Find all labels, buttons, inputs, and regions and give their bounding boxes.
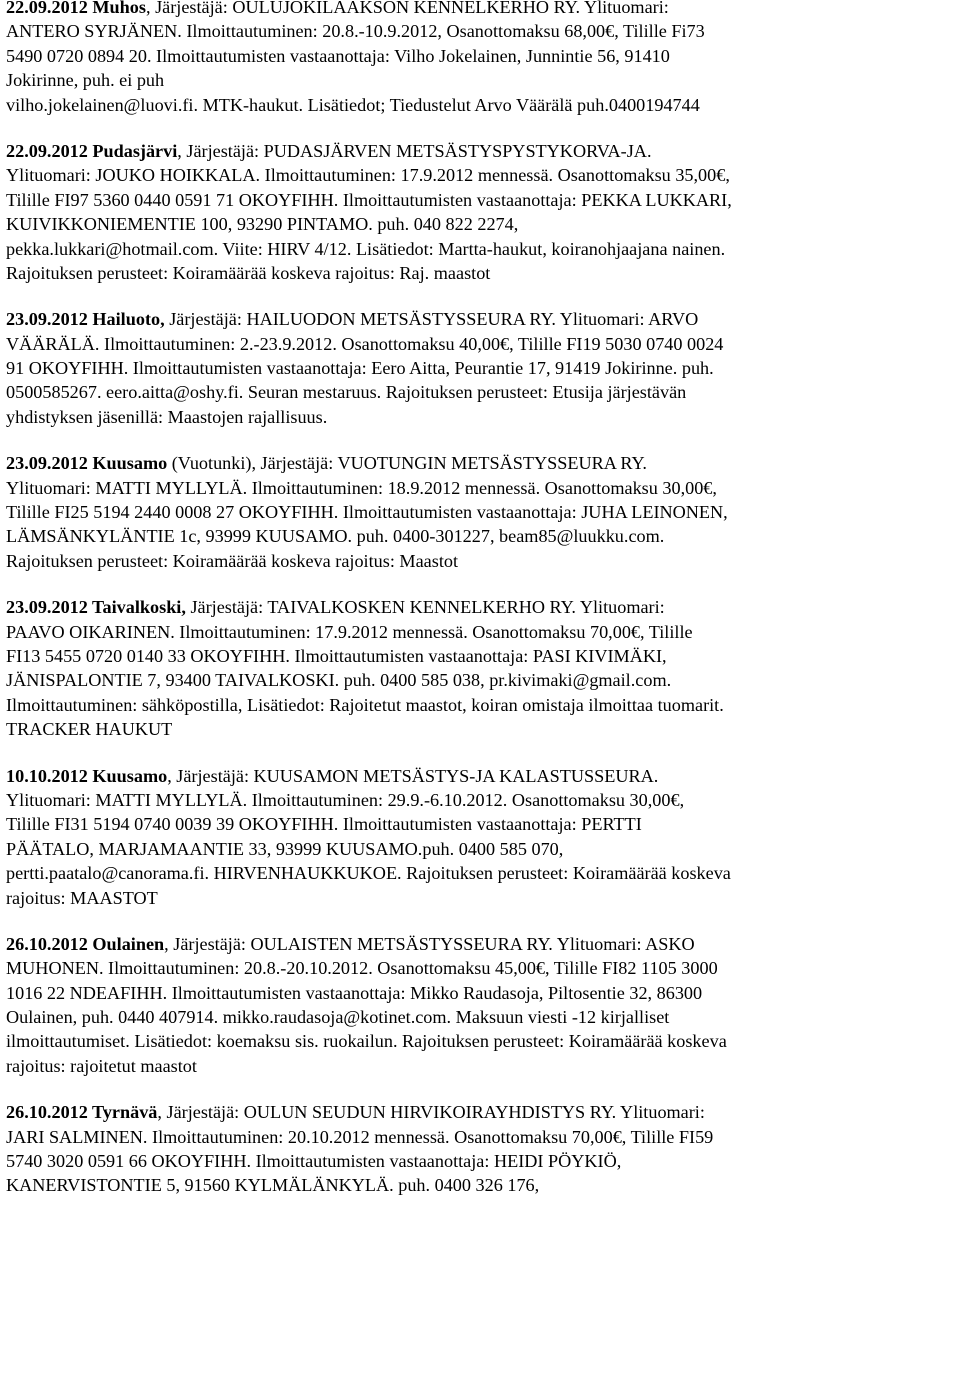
event-heading: 26.10.2012 Tyrnävä xyxy=(6,1102,158,1123)
event-heading: 10.10.2012 Kuusamo xyxy=(6,765,168,786)
text-line xyxy=(6,476,954,500)
text-segment: Tilille FI97 5360 0440 0591 71 OKOYFIHH. Ilmoittautumisten vastaanottaja: PEKKA LUKKARI, xyxy=(6,189,732,210)
text-line xyxy=(6,956,954,980)
text-segment: , Järjestäjä: PUDASJÄRVEN METSÄSTYSPYSTYKORVA-JA. xyxy=(177,140,652,161)
text-segment: rajoitus: rajoitetut maastot xyxy=(6,1055,197,1076)
text-segment: Ylituomari: MATTI MYLLYLÄ. Ilmoittautuminen: 29.9.-6.10.2012. Osanottomaksu 30,00€, xyxy=(6,789,685,810)
text-line xyxy=(6,788,954,812)
event-entry xyxy=(6,595,954,741)
text-line xyxy=(6,1149,954,1173)
text-segment: 5740 3020 0591 66 OKOYFIHH. Ilmoittautumisten vastaanottaja: HEIDI PÖYKIÖ, xyxy=(6,1151,622,1172)
text-segment: Järjestäjä: HAILUODON METSÄSTYSSEURA RY. Ylituomari: ARVO xyxy=(164,309,699,330)
text-segment: 1016 22 NDEAFIHH. Ilmoittautumisten vastaanottaja: Mikko Raudasoja, Piltosentie 32, 86300 xyxy=(6,982,703,1003)
text-line xyxy=(6,163,954,187)
text-line xyxy=(6,1173,954,1197)
text-line xyxy=(6,500,954,524)
text-segment: , Järjestäjä: OULUN SEUDUN HIRVIKOIRAYHDISTYS RY. Ylituomari: xyxy=(157,1102,705,1123)
event-heading: 23.09.2012 Hailuoto, xyxy=(6,309,165,330)
text-line xyxy=(6,93,954,117)
text-line xyxy=(6,188,954,212)
text-segment: JARI SALMINEN. Ilmoittautuminen: 20.10.2012 mennessä. Osanottomaksu 70,00€, Tilille FI59 xyxy=(6,1126,714,1147)
text-segment: pertti.paatalo@canorama.fi. HIRVENHAUKKUKOE. Rajoituksen perusteet: Koiramäärää koskeva xyxy=(6,863,731,884)
text-line xyxy=(6,524,954,548)
text-segment: Rajoituksen perusteet: Koiramäärää koskeva rajoitus: Maastot xyxy=(6,550,459,571)
text-line xyxy=(6,861,954,885)
text-line xyxy=(6,0,954,19)
text-line xyxy=(6,332,954,356)
event-entry xyxy=(6,451,954,573)
text-line xyxy=(6,139,954,163)
text-segment: vilho.jokelainen@luovi.fi. MTK-haukut. Lisätiedot; Tiedustelut Arvo Väärälä puh.0400194744 xyxy=(6,94,700,115)
event-entry xyxy=(6,932,954,1078)
event-heading: 22.09.2012 Muhos xyxy=(6,0,146,17)
text-line xyxy=(6,44,954,68)
text-line xyxy=(6,693,954,717)
text-segment: KANERVISTONTIE 5, 91560 KYLMÄLÄNKYLÄ. puh. 0400 326 176, xyxy=(6,1175,540,1196)
text-segment: JÄNISPALONTIE 7, 93400 TAIVALKOSKI. puh. 0400 585 038, pr.kivimaki@gmail.com. xyxy=(6,670,672,691)
text-line xyxy=(6,932,954,956)
text-segment: Ilmoittautuminen: sähköpostilla, Lisätiedot: Rajoitetut maastot, koiran omistaja ilmoittaa tuomarit. xyxy=(6,694,724,715)
text-line xyxy=(6,1029,954,1053)
text-segment: Tilille FI31 5194 0740 0039 39 OKOYFIHH. Ilmoittautumisten vastaanottaja: PERTTI xyxy=(6,814,642,835)
text-segment: Tilille FI25 5194 2440 0008 27 OKOYFIHH. Ilmoittautumisten vastaanottaja: JUHA LEINONEN, xyxy=(6,502,728,523)
text-segment: VÄÄRÄLÄ. Ilmoittautuminen: 2.-23.9.2012. Osanottomaksu 40,00€, Tilille FI19 5030 0740 0024 xyxy=(6,333,724,354)
text-line xyxy=(6,68,954,92)
text-segment: KUIVIKKONIEMENTIE 100, 93290 PINTAMO. puh. 040 822 2274, xyxy=(6,214,519,235)
text-line xyxy=(6,405,954,429)
event-heading: 26.10.2012 Oulainen xyxy=(6,933,165,954)
text-segment: Ylituomari: JOUKO HOIKKALA. Ilmoittautuminen: 17.9.2012 mennessä. Osanottomaksu 35,00€, xyxy=(6,165,730,186)
text-line xyxy=(6,644,954,668)
text-segment: PÄÄTALO, MARJAMAANTIE 33, 93999 KUUSAMO.puh. 0400 585 070, xyxy=(6,838,564,859)
text-line xyxy=(6,886,954,910)
text-segment: yhdistyksen jäsenillä: Maastojen rajallisuus. xyxy=(6,406,328,427)
event-heading: 23.09.2012 Kuusamo xyxy=(6,453,168,474)
text-segment: 91 OKOYFIHH. Ilmoittautumisten vastaanottaja: Eero Aitta, Peurantie 17, 91419 Jokirinne. puh. xyxy=(6,358,714,379)
text-segment: MUHONEN. Ilmoittautuminen: 20.8.-20.10.2012. Osanottomaksu 45,00€, Tilille FI82 1105 3000 xyxy=(6,958,718,979)
text-line xyxy=(6,595,954,619)
text-segment: ilmoittautumiset. Lisätiedot: koemaksu sis. ruokailun. Rajoituksen perusteet: Koiramäärää koskeva xyxy=(6,1031,727,1052)
text-segment: , Järjestäjä: OULAISTEN METSÄSTYSSEURA RY. Ylituomari: ASKO xyxy=(164,933,695,954)
text-segment: Oulainen, puh. 0440 407914. mikko.raudasoja@kotinet.com. Maksuun viesti -12 kirjalliset xyxy=(6,1007,670,1028)
text-segment: rajoitus: MAASTOT xyxy=(6,887,158,908)
event-entry xyxy=(6,307,954,429)
text-segment: , Järjestäjä: OULUJOKILAAKSON KENNELKERHO RY. Ylituomari: xyxy=(145,0,669,17)
text-line xyxy=(6,1005,954,1029)
event-heading: 22.09.2012 Pudasjärvi xyxy=(6,140,178,161)
text-line xyxy=(6,261,954,285)
text-line xyxy=(6,620,954,644)
event-entry xyxy=(6,139,954,285)
text-line xyxy=(6,668,954,692)
text-line xyxy=(6,981,954,1005)
text-line xyxy=(6,307,954,331)
text-line xyxy=(6,549,954,573)
text-line xyxy=(6,837,954,861)
text-segment: TRACKER HAUKUT xyxy=(6,719,173,740)
text-segment: 5490 0720 0894 20. Ilmoittautumisten vastaanottaja: Vilho Jokelainen, Junnintie 56, 91410 xyxy=(6,45,670,66)
event-entry xyxy=(6,0,954,117)
text-line xyxy=(6,212,954,236)
text-segment: PAAVO OIKARINEN. Ilmoittautuminen: 17.9.2012 mennessä. Osanottomaksu 70,00€, Tilille xyxy=(6,621,693,642)
text-line xyxy=(6,812,954,836)
text-segment: Järjestäjä: TAIVALKOSKEN KENNELKERHO RY. Ylituomari: xyxy=(185,597,665,618)
text-line xyxy=(6,1054,954,1078)
text-line xyxy=(6,356,954,380)
text-segment: LÄMSÄNKYLÄNTIE 1c, 93999 KUUSAMO. puh. 0400-301227, beam85@luukku.com. xyxy=(6,526,665,547)
event-entry xyxy=(6,1100,954,1198)
text-segment: pekka.lukkari@hotmail.com. Viite: HIRV 4/12. Lisätiedot: Martta-haukut, koiranohjaajana nainen. xyxy=(6,238,726,259)
text-segment: (Vuotunki), Järjestäjä: VUOTUNGIN METSÄSTYSSEURA RY. xyxy=(167,453,647,474)
text-segment: , Järjestäjä: KUUSAMON METSÄSTYS-JA KALASTUSSEURA. xyxy=(167,765,659,786)
text-line xyxy=(6,717,954,741)
text-line xyxy=(6,451,954,475)
text-segment: Rajoituksen perusteet: Koiramäärää koskeva rajoitus: Raj. maastot xyxy=(6,262,491,283)
text-segment: FI13 5455 0720 0140 33 OKOYFIHH. Ilmoittautumisten vastaanottaja: PASI KIVIMÄKI, xyxy=(6,645,667,666)
text-segment: Jokirinne, puh. ei puh xyxy=(6,70,165,91)
text-line xyxy=(6,764,954,788)
text-segment: 0500585267. eero.aitta@oshy.fi. Seuran mestaruus. Rajoituksen perusteet: Etusija järjestävän xyxy=(6,382,687,403)
text-line xyxy=(6,237,954,261)
text-line xyxy=(6,1125,954,1149)
text-line xyxy=(6,380,954,404)
text-segment: Ylituomari: MATTI MYLLYLÄ. Ilmoittautuminen: 18.9.2012 mennessä. Osanottomaksu 30,00€, xyxy=(6,477,717,498)
text-segment: ANTERO SYRJÄNEN. Ilmoittautuminen: 20.8.-10.9.2012, Osanottomaksu 68,00€, Tilille Fi73 xyxy=(6,21,705,42)
event-entry xyxy=(6,764,954,910)
event-heading: 23.09.2012 Taivalkoski, xyxy=(6,597,186,618)
text-line xyxy=(6,1100,954,1124)
text-line xyxy=(6,19,954,43)
